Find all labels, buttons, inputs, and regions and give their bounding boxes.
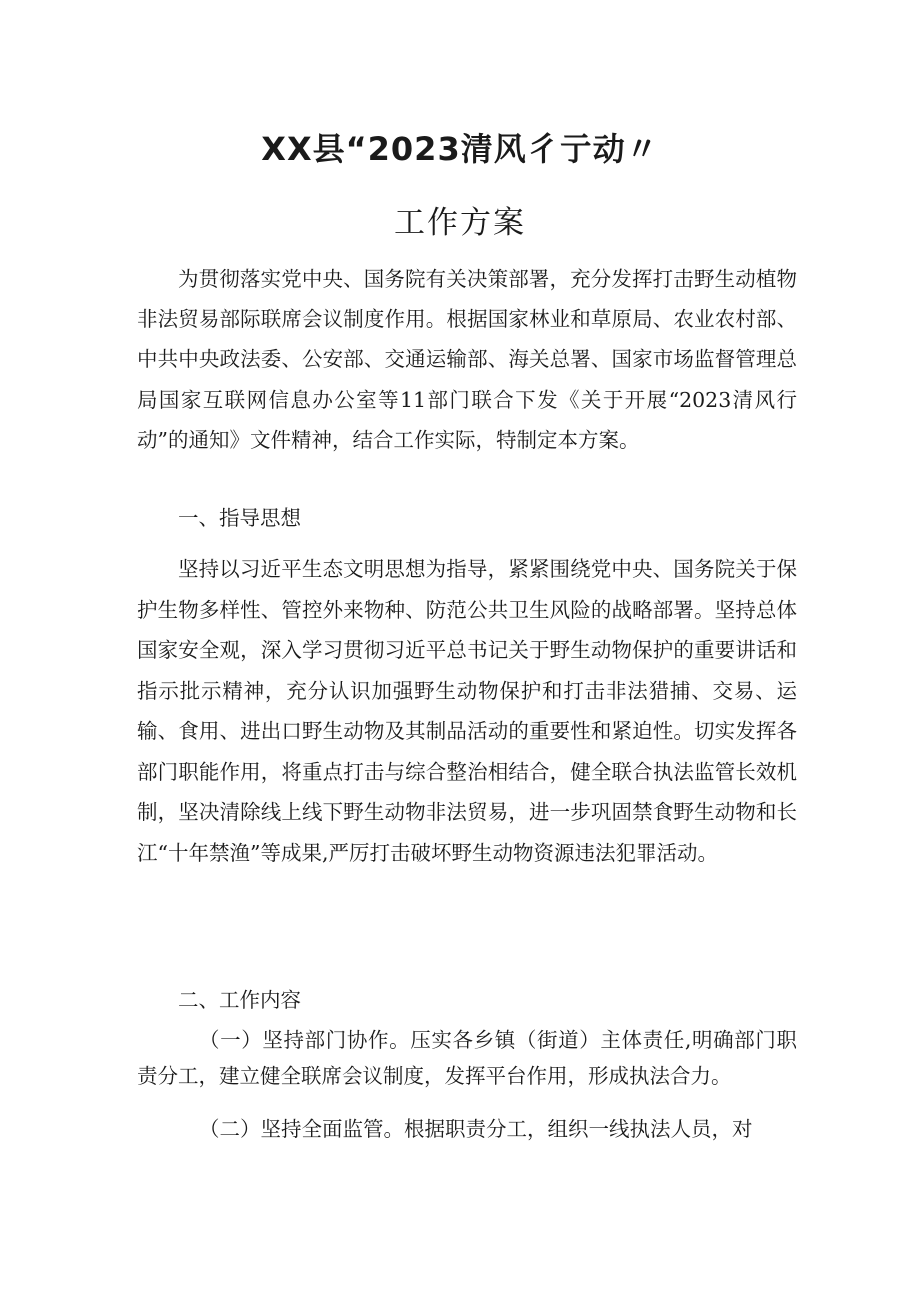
document-subtitle: 工作方案: [394, 205, 526, 241]
work-item-2: （二）坚持全面监管。根据职责分工，组织一线执法人员，对: [199, 1117, 753, 1141]
work-item-1: （一）坚持部门协作。压实各乡镇（街道）主体责任,明确部门职责分工，建立健全联席会议制度，发挥平台作用，形成执法合力。: [137, 1028, 797, 1088]
guiding-ideology-paragraph: 坚持以习近平生态文明思想为指导，紧紧围绕党中央、国务院关于保护生物多样性、管控外来物种、防范公共卫生风险的战略部署。坚持总体国家安全观，深入学习贯彻习近平总书记关于野生动物保护的重要讲话和指示批示精神，充分认识加强野生动物保护和打击非法猎捕、交易、运输、食用、进出口野生动物及其制品活动的重要性和紧迫性。切实发挥各部门职能作用，将重点打击与综合整治相结合，健全联合执法监管长效机制，坚决清除线上线下野生动物非法贸易，进一步巩固禁食野生动物和长江“十年禁渔”等成果,严厉打击破坏野生动物资源违法犯罪活动。: [137, 557, 797, 865]
document-title: XX县“2023清风彳亍动〃: [261, 130, 659, 168]
section-heading-guiding-ideology: 一、指导思想: [178, 506, 301, 530]
section-heading-work-content: 二、工作内容: [178, 988, 301, 1012]
intro-paragraph: 为贯彻落实党中央、国务院有关决策部署，充分发挥打击野生动植物非法贸易部际联席会议制度作用。根据国家林业和草原局、农业农村部、中共中央政法委、公安部、交通运输部、海关总署、国家市场监督管理总局国家互联网信息办公室等11部门联合下发《关于开展“2023清风行动”的通知》文件精神，结合工作实际，特制定本方案。: [137, 267, 797, 452]
